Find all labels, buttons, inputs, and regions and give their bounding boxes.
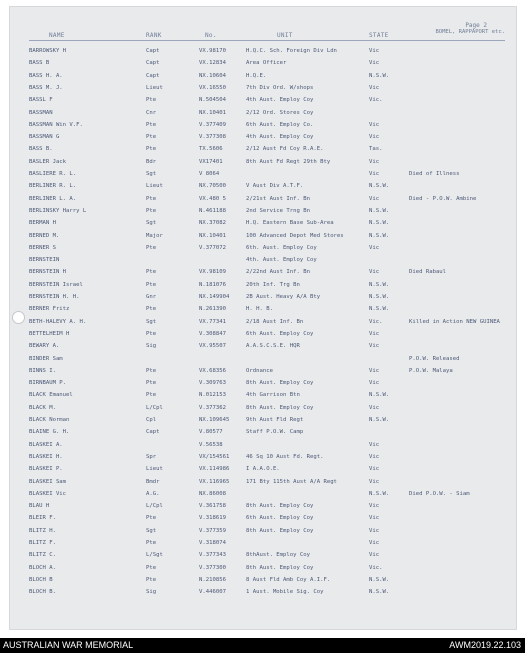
table-row: [9, 489, 517, 499]
cell-no: VX.12834: [199, 60, 226, 67]
cell-unit: H. H. B.: [246, 306, 273, 313]
footer-bar: [0, 638, 525, 653]
cell-name: BASSL F: [29, 97, 53, 104]
cell-state: Vic: [369, 60, 380, 67]
cell-unit: 6th Aust. Employ Coy: [246, 330, 314, 337]
cell-rank: Pte: [146, 306, 157, 313]
cell-name: BERNER S: [29, 244, 56, 251]
cell-name: BASS B: [29, 60, 50, 67]
header-no: No.: [205, 32, 217, 39]
cell-state: N.S.W.: [369, 490, 390, 497]
cell-state: N.S.W.: [369, 183, 390, 190]
cell-no: N.261390: [199, 306, 226, 313]
table-row: [9, 427, 517, 437]
cell-unit: 2B Aust. Heavy A/A Bty: [246, 294, 321, 300]
cell-name: BASS B.: [29, 146, 53, 153]
cell-rank: Capt: [146, 48, 160, 54]
cell-unit: 8th Aust Fd Regt 29th Bty: [246, 158, 331, 165]
cell-unit: I A.A.O.E.: [246, 466, 280, 473]
cell-unit: 100 Advanced Depot Med Stores: [246, 232, 344, 239]
cell-unit: 46 Sq 10 Aust Fd. Regt.: [246, 453, 324, 460]
cell-no: V.56538: [199, 441, 223, 448]
cell-rank: L/Cpl: [146, 404, 163, 411]
table-row: [9, 108, 517, 118]
cell-rank: Lieut: [146, 466, 163, 473]
cell-rank: Capt: [146, 72, 160, 79]
cell-no: V.309763: [199, 380, 226, 387]
table-row: [9, 415, 517, 425]
cell-rank: Lieut: [146, 183, 163, 190]
cell-rank: Pte: [146, 515, 157, 522]
cell-no: V.377409: [199, 121, 226, 128]
table-row: [9, 157, 517, 167]
cell-rank: Lieut: [146, 84, 163, 91]
cell-name: BERNSTEIN: [29, 257, 60, 264]
cell-no: NX.10401: [199, 232, 226, 239]
cell-name: BLASKEI A.: [29, 441, 63, 448]
cell-no: NX.109645: [199, 417, 230, 423]
table-row: [9, 181, 517, 191]
cell-rank: Sgt: [146, 220, 157, 227]
cell-state: Vic: [369, 503, 380, 510]
cell-no: NX.70500: [199, 183, 226, 190]
cell-state: Vic: [369, 404, 380, 411]
cell-state: Vic: [369, 466, 380, 473]
cell-name: BLASKEI Vic: [29, 490, 67, 497]
cell-no: V.361758: [199, 503, 226, 510]
cell-unit: V Aust Div A.T.F.: [246, 183, 304, 190]
table-row: [9, 231, 517, 241]
cell-name: BERNSTEIN H: [29, 269, 67, 276]
table-row: [9, 440, 517, 450]
cell-rank: Cnr: [146, 109, 157, 116]
cell-name: BLOCH B: [29, 576, 53, 583]
cell-no: N.210856: [199, 576, 226, 583]
cell-name: BETH-HALEVY A. H.: [29, 318, 87, 325]
cell-unit: 2/12 Aust Fd Coy R.A.E.: [246, 146, 324, 153]
cell-name: BIRNBAUM P.: [29, 380, 67, 387]
table-row: [9, 218, 517, 228]
cell-unit: 6th. Aust. Employ Coy: [246, 244, 317, 251]
cell-unit: H.Q.C. Sch. Foreign Div Ldn: [246, 48, 337, 54]
cell-unit: 2/18 Aust Inf. Bn: [246, 318, 304, 325]
cell-state: Vic: [369, 121, 380, 128]
cell-unit: 171 Bty 115th Aust A/A Regt: [246, 478, 337, 485]
table-row: [9, 341, 517, 351]
cell-unit: 8th Aust. Employ Coy: [246, 404, 314, 411]
cell-rank: Pte: [146, 576, 157, 583]
cell-state: N.S.W.: [369, 306, 390, 313]
cell-rank: Gnr: [146, 294, 157, 300]
cell-state: Tas.: [369, 146, 383, 153]
cell-unit: 2nd Service Trng Bn: [246, 207, 310, 214]
table-row: [9, 95, 517, 105]
table-row: [9, 83, 517, 93]
header-unit: UNIT: [277, 32, 293, 39]
cell-name: BLITZ H.: [29, 527, 56, 534]
cell-unit: A.A.S.C.S.E. HQR: [246, 343, 300, 350]
cell-no: NX.10604: [199, 72, 226, 79]
cell-rank: Pte: [146, 244, 157, 251]
table-row: [9, 120, 517, 130]
table-row: [9, 403, 517, 413]
cell-state: Vic: [369, 478, 380, 485]
table-row: [9, 452, 517, 462]
cell-state: Vic: [369, 158, 380, 165]
cell-name: BERNED M.: [29, 232, 60, 239]
cell-state: Vic: [369, 527, 380, 534]
cell-unit: 2/12 Ord. Stores Coy: [246, 109, 314, 116]
cell-state: N.S.W.: [369, 417, 390, 423]
cell-name: BLACK M.: [29, 404, 56, 411]
cell-unit: Ordnance: [246, 367, 273, 374]
cell-unit: 8 Aust Fld Amb Coy A.I.F.: [246, 576, 331, 583]
cell-name: BINDER Sam: [29, 355, 63, 362]
cell-rank: Pte: [146, 121, 157, 128]
cell-no: VX.480 5: [199, 195, 226, 202]
cell-name: BARROWSKY H: [29, 48, 67, 54]
cell-name: BERLINSKY Harry L: [29, 207, 87, 214]
cell-name: BLAINE G. H.: [29, 429, 70, 436]
cell-no: V.308847: [199, 330, 226, 337]
cell-no: V.377308: [199, 134, 226, 141]
table-row: [9, 304, 517, 314]
cell-unit: 6th Aust. Employ Co.: [246, 121, 314, 128]
cell-unit: 4th Aust. Employ Coy: [246, 134, 314, 141]
cell-name: BASLIERE R. L.: [29, 171, 77, 177]
cell-name: BLASKEI P.: [29, 466, 63, 473]
cell-no: NX.37082: [199, 220, 226, 227]
cell-no: N.504504: [199, 97, 226, 104]
cell-name: BLITZ F.: [29, 540, 56, 546]
cell-rank: Pte: [146, 540, 157, 546]
cell-no: VX.98170: [199, 48, 226, 54]
cell-rank: Pte: [146, 380, 157, 387]
cell-rank: Sgt: [146, 527, 157, 534]
table-row: [9, 206, 517, 216]
table-row: [9, 243, 517, 253]
cell-state: Vic.: [369, 318, 383, 325]
cell-name: BASSMAN: [29, 109, 53, 116]
cell-name: BERLINER L. A.: [29, 195, 77, 202]
cell-name: BASSMAN Win V.F.: [29, 121, 83, 128]
cell-name: BLAU H: [29, 503, 50, 510]
cell-no: VX.116965: [199, 478, 230, 485]
cell-rank: Sgt: [146, 171, 157, 177]
cell-no: V.377300: [199, 564, 226, 571]
cell-name: BLACK Emanuel: [29, 392, 73, 399]
cell-rank: Sig: [146, 589, 157, 596]
cell-name: BINNS I.: [29, 367, 56, 374]
cell-name: BLOCH B.: [29, 589, 56, 596]
cell-state: Vic: [369, 441, 380, 448]
cell-unit: 4th Aust. Employ Coy: [246, 97, 314, 104]
cell-unit: H.Q. Eastern Base Sub-Area: [246, 220, 334, 227]
cell-name: BLASKEI H.: [29, 453, 63, 460]
cell-no: V.318074: [199, 540, 226, 546]
cell-no: NX.10401: [199, 109, 226, 116]
cell-no: NX.86008: [199, 490, 226, 497]
cell-no: V.377362: [199, 404, 226, 411]
cell-name: BERNSTEIN Israel: [29, 281, 83, 288]
table-row: [9, 317, 517, 327]
cell-unit: Area Officer: [246, 60, 287, 67]
cell-state: Vic: [369, 343, 380, 350]
cell-rank: Pte: [146, 392, 157, 399]
header-state: STATE: [369, 32, 389, 39]
cell-state: Vic: [369, 244, 380, 251]
cell-rank: A.G.: [146, 490, 160, 497]
table-row: [9, 575, 517, 585]
cell-remarks: Killed in Action NEW GUINEA: [409, 318, 500, 325]
cell-rank: Capt: [146, 429, 160, 436]
cell-state: N.S.W.: [369, 576, 390, 583]
footer-institution: AUSTRALIAN WAR MEMORIAL: [3, 640, 134, 650]
table-row: [9, 71, 517, 81]
header-rank: RANK: [146, 32, 162, 39]
cell-unit: 20th Inf. Trg Bn: [246, 281, 300, 288]
cell-rank: Pte: [146, 564, 157, 571]
cell-unit: Staff P.O.W. Camp: [246, 429, 304, 436]
cell-unit: 8th Aust. Employ Coy: [246, 503, 314, 510]
table-row: [9, 132, 517, 142]
header-name: NAME: [49, 32, 65, 39]
cell-unit: 8thAust. Employ Coy: [246, 552, 310, 559]
cell-no: VX.98109: [199, 269, 226, 276]
cell-unit: 2/22nd Aust Inf. Bn: [246, 269, 310, 276]
cell-name: BETTELHEIM H: [29, 330, 70, 337]
cell-no: N.181076: [199, 281, 226, 288]
cell-no: TX.5606: [199, 146, 223, 153]
cell-name: BASSMAN G: [29, 134, 60, 141]
cell-state: Vic: [369, 134, 380, 141]
cell-no: VX17401: [199, 158, 223, 165]
table-row: [9, 280, 517, 290]
cell-rank: Sig: [146, 343, 157, 350]
cell-no: V.446007: [199, 589, 226, 596]
table-row: [9, 538, 517, 548]
cell-state: Vic: [369, 380, 380, 387]
cell-rank: Cpl: [146, 417, 157, 423]
cell-unit: 1 Aust. Mobile Sig. Coy: [246, 589, 324, 596]
cell-unit: 6th Aust. Employ Coy: [246, 515, 314, 522]
cell-state: Vic: [369, 171, 380, 177]
cell-name: BLOCH A.: [29, 564, 56, 571]
cell-state: Vic: [369, 453, 380, 460]
cell-no: V.80577: [199, 429, 223, 436]
cell-name: BERNER Fritz: [29, 306, 70, 313]
cell-no: NX.149904: [199, 294, 230, 300]
cell-rank: Sgt: [146, 318, 157, 325]
cell-no: VX.95507: [199, 343, 226, 350]
cell-name: BASS H. A.: [29, 72, 63, 79]
table-row: [9, 46, 517, 56]
document-sheet: [9, 6, 517, 630]
cell-remarks: Died P.O.W. - Siam: [409, 490, 470, 497]
cell-state: Vic.: [369, 564, 383, 571]
cell-name: BASS M. J.: [29, 84, 63, 91]
cell-state: N.S.W.: [369, 220, 390, 227]
cell-state: N.S.W.: [369, 72, 390, 79]
cell-rank: Capt: [146, 60, 160, 67]
column-header-row: [9, 28, 517, 40]
table-row: [9, 477, 517, 487]
cell-rank: L/Cpl: [146, 503, 163, 510]
cell-no: N.461188: [199, 207, 226, 214]
cell-rank: Bdr: [146, 158, 157, 165]
cell-no: V.318619: [199, 515, 226, 522]
cell-rank: Major: [146, 232, 163, 239]
cell-name: BERMAN H: [29, 220, 56, 227]
cell-name: BLACK Norman: [29, 417, 70, 423]
cell-unit: 2/21st Aust Inf. Bn: [246, 195, 310, 202]
cell-remarks: Died - P.O.W. Ambine: [409, 195, 477, 202]
table-row: [9, 366, 517, 376]
cell-state: Vic: [369, 269, 380, 276]
cell-no: V.377072: [199, 244, 226, 251]
cell-no: VX.114986: [199, 466, 230, 473]
table-row: [9, 329, 517, 339]
table-row: [9, 501, 517, 511]
cell-rank: Bmdr: [146, 478, 160, 485]
table-row: [9, 194, 517, 204]
cell-rank: Pte: [146, 281, 157, 288]
cell-state: Vic: [369, 515, 380, 522]
cell-no: V 8064: [199, 171, 220, 177]
cell-no: VX.16550: [199, 84, 226, 91]
cell-rank: Pte: [146, 330, 157, 337]
header-rule: [29, 40, 505, 41]
table-row: [9, 144, 517, 154]
cell-name: BLASKEI Sam: [29, 478, 67, 485]
cell-unit: 4th. Aust. Employ Coy: [246, 257, 317, 264]
cell-state: N.S.W.: [369, 281, 390, 288]
table-row: [9, 513, 517, 523]
cell-remarks: Died Rabaul: [409, 269, 447, 276]
cell-unit: 8th Aust. Employ Coy: [246, 564, 314, 571]
cell-remarks: P.O.W. Released: [409, 355, 460, 362]
table-row: [9, 390, 517, 400]
cell-rank: Pte: [146, 146, 157, 153]
cell-name: BEWARY A.: [29, 343, 60, 350]
cell-state: Vic: [369, 84, 380, 91]
table-row: [9, 378, 517, 388]
table-row: [9, 255, 517, 265]
cell-unit: 8th Aust. Employ Coy: [246, 380, 314, 387]
table-row: [9, 550, 517, 560]
cell-name: BERLINER R. L.: [29, 183, 77, 190]
cell-no: V.377343: [199, 552, 226, 559]
cell-state: Vic: [369, 367, 380, 374]
cell-unit: H.Q.E.: [246, 72, 267, 79]
cell-no: VX/154561: [199, 453, 230, 460]
cell-rank: Pte: [146, 207, 157, 214]
cell-state: Vic: [369, 552, 380, 559]
cell-no: N.012153: [199, 392, 226, 399]
cell-no: VX.77341: [199, 318, 226, 325]
cell-rank: Pte: [146, 269, 157, 276]
table-row: [9, 58, 517, 68]
footer-accession-number: AWM2019.22.103: [449, 640, 521, 650]
cell-rank: Pte: [146, 97, 157, 104]
table-row: [9, 169, 517, 179]
cell-state: N.S.W.: [369, 207, 390, 214]
cell-state: Vic.: [369, 97, 383, 104]
cell-no: V.377359: [199, 527, 226, 534]
table-row: [9, 526, 517, 536]
cell-rank: Pte: [146, 367, 157, 374]
cell-no: VX.68356: [199, 367, 226, 374]
cell-remarks: P.O.W. Malaya: [409, 367, 453, 374]
cell-name: BLEIR F.: [29, 515, 56, 522]
page-reference: BOMEL, RAPPAPORT etc.: [435, 29, 505, 35]
cell-state: Vic: [369, 48, 380, 54]
cell-state: Vic: [369, 540, 380, 546]
cell-name: BASLER Jack: [29, 158, 67, 165]
cell-state: N.S.W.: [369, 392, 390, 399]
page-number: Page 2: [465, 22, 487, 29]
cell-unit: 8th Aust. Employ Coy: [246, 527, 314, 534]
cell-state: Vic: [369, 195, 380, 202]
cell-unit: 4th Garrison Btn: [246, 392, 300, 399]
cell-state: N.S.W.: [369, 232, 390, 239]
table-row: [9, 267, 517, 277]
cell-unit: 7th Div Ord. W/shops: [246, 84, 314, 91]
cell-rank: Pte: [146, 195, 157, 202]
table-row: [9, 292, 517, 302]
cell-rank: Spr: [146, 453, 157, 460]
cell-rank: Pte: [146, 134, 157, 141]
cell-rank: L/Sgt: [146, 552, 163, 559]
cell-unit: 9th Aust Fld Regt: [246, 417, 304, 423]
table-row: [9, 563, 517, 573]
cell-state: N.S.W.: [369, 294, 390, 300]
table-row: [9, 464, 517, 474]
table-row: [9, 354, 517, 364]
cell-remarks: Died of Illness: [409, 171, 460, 177]
cell-name: BLITZ C.: [29, 552, 56, 559]
cell-state: Vic: [369, 330, 380, 337]
cell-state: N.S.W.: [369, 589, 390, 596]
cell-name: BERNSTEIN H. H.: [29, 294, 80, 300]
table-row: [9, 587, 517, 597]
